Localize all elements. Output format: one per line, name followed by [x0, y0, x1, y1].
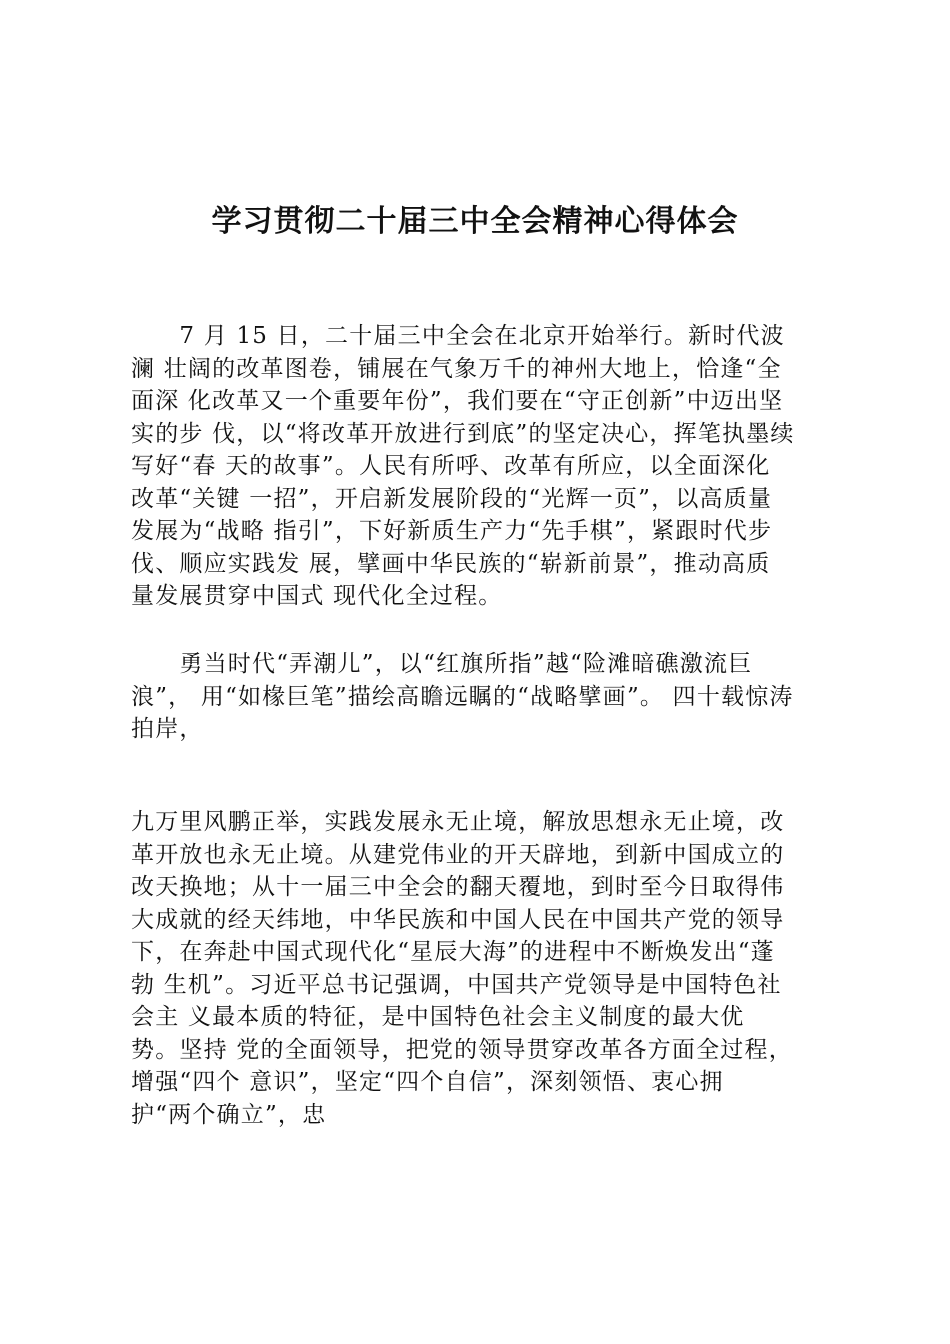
paragraph-2	[131, 648, 794, 746]
text-line: 伐、顺应实践发 展，擘画中华民族的“崭新前景”，推动高质	[131, 550, 771, 577]
text-line: 势。坚持 党的全面领导，把党的领导贯穿改革各方面全过程，	[131, 1036, 793, 1063]
text-line: 勃 生机”。习近平总书记强调，中国共产党领导是中国特色社	[131, 971, 782, 998]
text-line: 拍岸，	[131, 716, 204, 742]
text-line: 澜 壮阔的改革图卷，铺展在气象万千的神州大地上，恰逢“全	[131, 355, 782, 382]
text-line: 面深 化改革又一个重要年份”，我们要在“守正创新”中迈出坚	[131, 388, 784, 414]
text-line: 增强“四个 意识”，坚定“四个自信”，深刻领悟、衷心拥	[131, 1069, 724, 1095]
text-line: 改天换地；从十一届三中全会的翻天覆地，到时至今日取得伟	[131, 874, 785, 900]
text-line: 革开放也永无止境。从建党伟业的开天辟地，到新中国成立的	[131, 841, 785, 868]
text-line: 护“两个确立”，忠	[131, 1101, 327, 1128]
text-line: 发展为“战略 指引”，下好新质生产力“先手棋”，紧跟时代步	[131, 518, 773, 544]
paragraph-1	[131, 320, 795, 613]
text-line: 实的步 伐，以“将改革开放进行到底”的坚定决心，挥笔执墨续	[131, 420, 795, 447]
text-line: 浪”， 用“如椽巨笔”描绘高瞻远瞩的“战略擘画”。 四十载惊涛	[131, 683, 794, 710]
text-line: 会主 义最本质的特征，是中国特色社会主义制度的最大优	[131, 1004, 745, 1030]
text-line: 改革“关键 一招”，开启新发展阶段的“光辉一页”，以高质量	[131, 485, 773, 512]
text-line: 九万里风鹏正举，实践发展永无止境，解放思想永无止境，改	[131, 809, 785, 835]
text-line: 勇当时代“弄潮儿”，以“红旗所指”越“险滩暗礁激流巨	[131, 651, 753, 677]
text-line: 7 月 15 日，二十届三中全会在北京开始举行。新时代波	[131, 323, 785, 349]
text-line: 量发展贯穿中国式 现代化全过程。	[131, 583, 503, 609]
text-line: 写好“春 天的故事”。人民有所呼、改革有所应，以全面深化	[131, 453, 771, 479]
paragraph-3	[131, 806, 793, 1131]
text-line: 大成就的经天纬地，中华民族和中国人民在中国共产党的领导	[131, 906, 785, 933]
text-line: 下，在奔赴中国式现代化“星辰大海”的进程中不断焕发出“蓬	[131, 939, 775, 965]
document-title: 学习贯彻二十届三中全会精神心得体会	[211, 204, 739, 239]
